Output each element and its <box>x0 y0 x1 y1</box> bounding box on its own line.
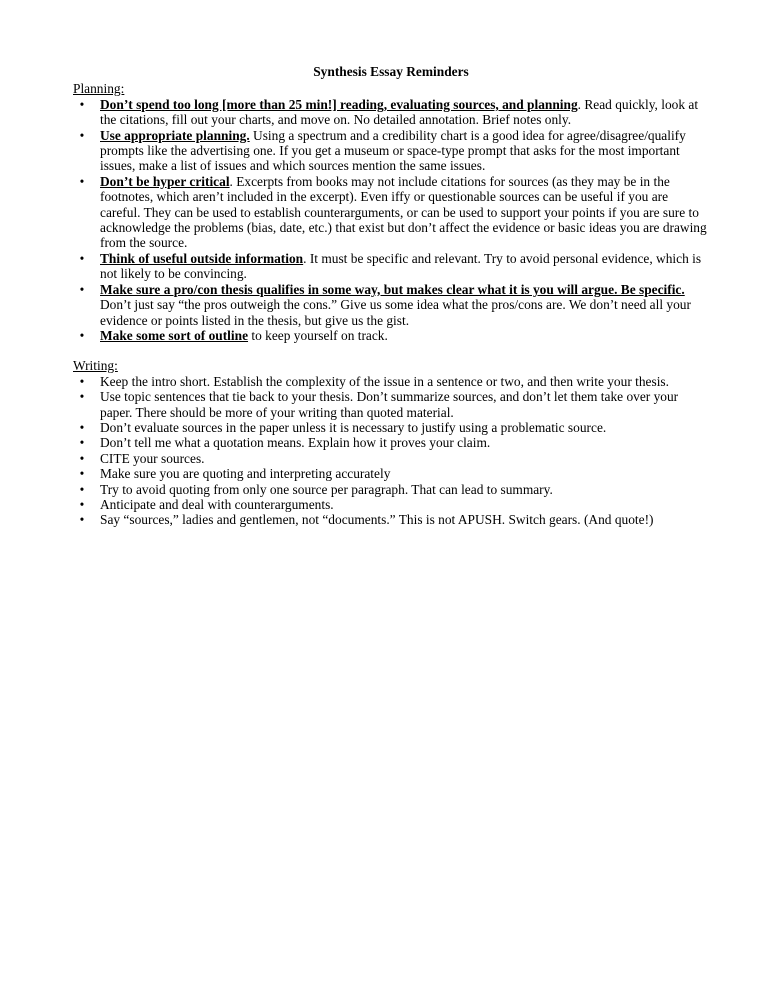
bullet-icon: • <box>79 373 85 389</box>
bullet-icon: • <box>79 450 85 466</box>
bullet-icon: • <box>79 496 85 512</box>
planning-item-text: . It must be specific and relevant. Try to avoid personal evidence, which is not likely to be convincing. <box>100 250 702 282</box>
planning-list <box>73 97 709 344</box>
writing-item-text: Don’t tell me what a quotation means. Explain how it proves your claim. <box>100 435 491 451</box>
planning-item-text: to keep yourself on track. <box>248 327 388 343</box>
planning-item-lead: Use appropriate planning. <box>100 127 250 143</box>
planning-item <box>73 282 709 328</box>
writing-item-text: Keep the intro short. Establish the complexity of the issue in a sentence or two, and then write your thesis. <box>100 373 669 389</box>
planning-item-lead: Don’t spend too long [more than 25 min!] reading, evaluating sources, and planning <box>100 96 578 112</box>
planning-item-lead: Don’t be hyper critical <box>100 173 230 189</box>
planning-item <box>73 128 709 174</box>
planning-item <box>73 97 709 128</box>
planning-item-lead: Make sure a pro/con thesis qualifies in some way, but makes clear what it is you will argue. Be specific. <box>100 281 685 297</box>
planning-item <box>73 174 709 251</box>
bullet-icon: • <box>79 281 85 297</box>
planning-item-text: . Read quickly, look at the citations, fill out your charts, and move on. No detailed annotation. Brief notes only. <box>100 96 699 128</box>
writing-item <box>73 497 709 512</box>
planning-item-text: Using a spectrum and a credibility chart is a good idea for agree/disagree/qualify prompts like the advertising one. If you get a museum or space-type prompt that asks for the most important issues, make a list of issues and which sources mention the same issues. <box>100 127 686 174</box>
planning-item-text: . Excerpts from books may not include citations for sources (as they may be in the footnotes, which aren’t included in the excerpt). Even iffy or questionable sources can be useful if you are careful. They can be used to establish counterarguments, or can be used to support your points if you are sure to acknowledge the problems (bias, date, etc.) that exist but don’t affect the evidence or basic ideas you are drawing from the source. <box>100 173 707 251</box>
planning-item <box>73 328 709 343</box>
bullet-icon: • <box>79 327 85 343</box>
section-spacer <box>73 343 709 358</box>
writing-item-text: Try to avoid quoting from only one source per paragraph. That can lead to summary. <box>100 481 553 497</box>
document-title: Synthesis Essay Reminders <box>313 64 469 79</box>
bullet-icon: • <box>79 96 85 112</box>
bullet-icon: • <box>79 481 85 497</box>
writing-item <box>73 512 709 527</box>
planning-item-lead: Think of useful outside information <box>100 250 304 266</box>
writing-list <box>73 374 709 528</box>
writing-item <box>73 466 709 481</box>
planning-item-text: Don’t just say “the pros outweigh the cons.” Give us some idea what the pros/cons are. We don’t need all your evidence or points listed in the thesis, but give us the gist. <box>100 297 691 328</box>
writing-item <box>73 451 709 466</box>
bullet-icon: • <box>79 173 85 189</box>
planning-item-lead: Make some sort of outline <box>100 327 249 343</box>
writing-item-text: CITE your sources. <box>100 450 205 466</box>
writing-item-text: Don’t evaluate sources in the paper unless it is necessary to justify using a problematic source. <box>100 419 607 435</box>
document-page <box>73 64 709 528</box>
writing-item <box>73 420 709 435</box>
writing-item <box>73 374 709 389</box>
writing-item-text: Make sure you are quoting and interpreting accurately <box>100 466 391 482</box>
writing-heading: Writing: <box>73 358 118 374</box>
bullet-icon: • <box>79 435 85 451</box>
planning-heading: Planning: <box>73 81 125 97</box>
bullet-icon: • <box>79 419 85 435</box>
bullet-icon: • <box>79 466 85 482</box>
writing-item-text: Say “sources,” ladies and gentlemen, not “documents.” This is not APUSH. Switch gears. (And quote!) <box>100 512 654 528</box>
writing-item <box>73 389 709 420</box>
bullet-icon: • <box>79 512 85 528</box>
bullet-icon: • <box>79 127 85 143</box>
writing-item-text: Use topic sentences that tie back to your thesis. Don’t summarize sources, and don’t let them take over your paper. There should be more of your writing than quoted material. <box>100 389 679 420</box>
planning-item <box>73 251 709 282</box>
bullet-icon: • <box>79 389 85 405</box>
writing-item <box>73 435 709 450</box>
bullet-icon: • <box>79 250 85 266</box>
writing-item-text: Anticipate and deal with counterarguments. <box>100 496 334 512</box>
writing-item <box>73 482 709 497</box>
